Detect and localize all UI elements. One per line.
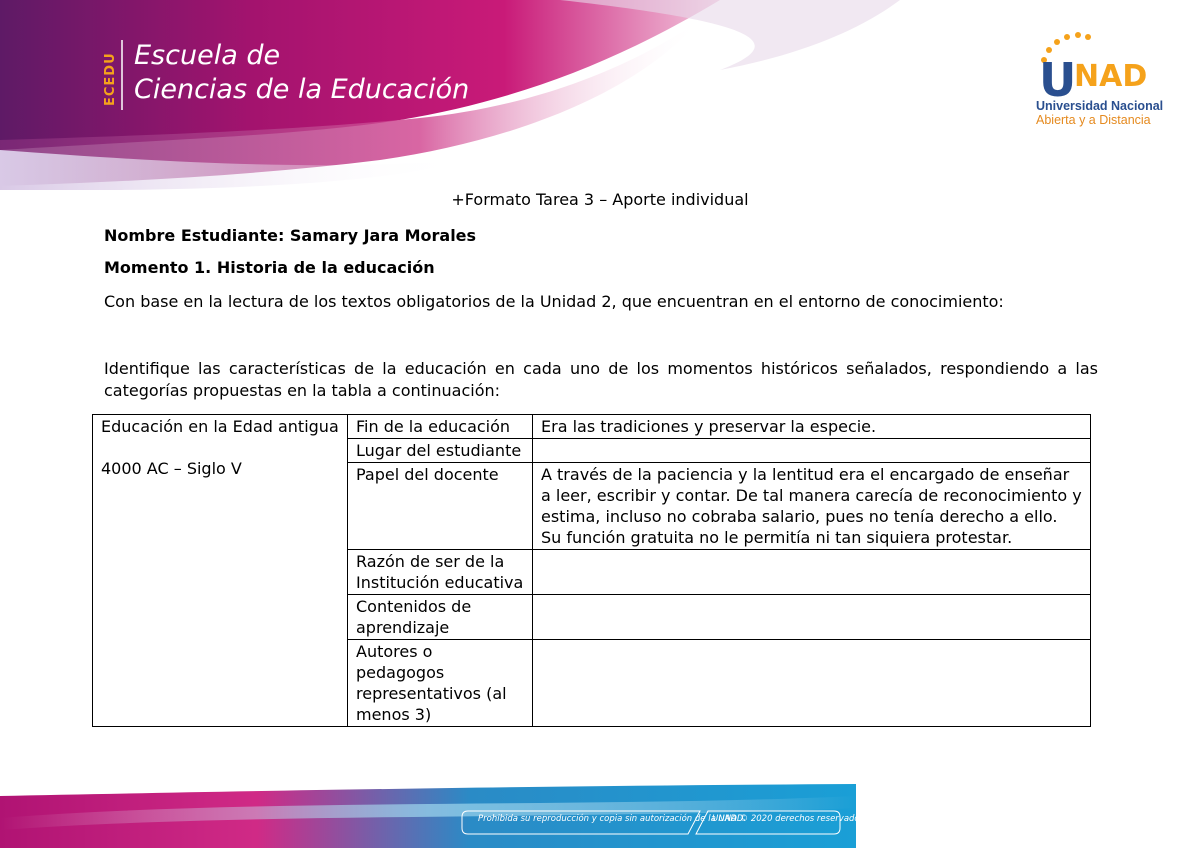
category-cell: Fin de la educación [348, 415, 533, 439]
student-name: Nombre Estudiante: Samary Jara Morales [104, 226, 477, 245]
footer-banner [0, 778, 856, 848]
table-row [93, 415, 1091, 439]
period-title: Educación en la Edad antigua [101, 417, 339, 436]
category-cell: Contenidos de aprendizaje [348, 595, 533, 640]
answer-cell[interactable] [533, 550, 1091, 595]
svg-text:U: U [1039, 53, 1077, 107]
instruction-paragraph: Identifique las características de la educación en cada uno de los momentos históricos señalados, respondiendo a las categorías propuestas en la tabla a continuación: [104, 359, 1098, 400]
answer-cell[interactable] [533, 640, 1091, 727]
answer-cell[interactable] [533, 595, 1091, 640]
answer-cell[interactable] [533, 439, 1091, 463]
footer-notice: Prohibida su reproducción y copia sin autorización de la UNAD. [478, 814, 747, 824]
school-name-line2: Ciencias de la Educación [134, 74, 470, 105]
category-cell: Lugar del estudiante [348, 439, 533, 463]
svg-text:NAD: NAD [1074, 59, 1148, 94]
intro-paragraph: Con base en la lectura de los textos obligatorios de la Unidad 2, que encuentran en el entorno de conocimiento: [104, 292, 1004, 311]
category-cell: Autores o pedagogos representativos (al menos 3) [348, 640, 533, 727]
education-table [92, 414, 1091, 727]
logo-abierta-line: Abierta y a Distancia [1036, 113, 1151, 127]
svg-text:ECEDU: ECEDU [103, 52, 118, 106]
logo-university-line: Universidad Nacional [1036, 99, 1164, 113]
period-cell [93, 415, 348, 727]
answer-cell[interactable]: Era las tradiciones y preservar la especie. [533, 415, 1091, 439]
document-title: +Formato Tarea 3 – Aporte individual [451, 190, 749, 209]
category-cell: Razón de ser de la Institución educativa [348, 550, 533, 595]
period-range: 4000 AC – Siglo V [101, 459, 242, 478]
answer-cell[interactable]: A través de la paciencia y la lentitud era el encargado de enseñar a leer, escribir y contar. De tal manera carecía de reconocimiento y estima, incluso no cobraba salario, pues no tenía derecho a ello. Su función gratuita no le permitía ni tan siquiera protestar. [533, 463, 1091, 550]
category-cell: Papel del docente [348, 463, 533, 550]
footer-copyright: UNAD © 2020 derechos reservados. [712, 814, 867, 824]
moment-heading: Momento 1. Historia de la educación [104, 258, 435, 277]
school-vertical-tag [100, 40, 124, 110]
school-name-line1: Escuela de [134, 40, 281, 71]
